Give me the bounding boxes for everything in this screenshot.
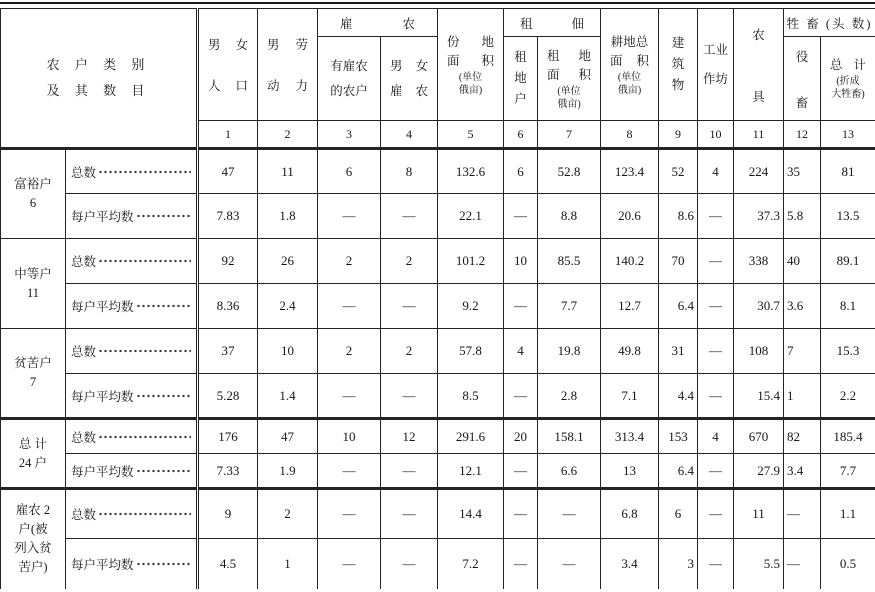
header-line: 面 积 <box>610 53 650 68</box>
value-cell: 9 <box>198 489 258 539</box>
value-cell: 158.1 <box>538 419 601 454</box>
value-cell: 52 <box>659 149 698 194</box>
col-header-total-cultivated-land <box>601 9 659 121</box>
value-cell: 6 <box>659 489 698 539</box>
value-cell: — <box>784 539 821 589</box>
col-header-allotted-land <box>438 9 504 121</box>
header-line: 份 地 <box>447 34 495 49</box>
value-cell: 140.2 <box>601 239 659 284</box>
value-cell: 4.4 <box>659 374 698 419</box>
value-cell: — <box>318 454 381 489</box>
value-cell: 8.8 <box>538 194 601 239</box>
value-cell: 19.8 <box>538 329 601 374</box>
dot-leader <box>136 304 192 308</box>
value-cell: 176 <box>198 419 258 454</box>
value-cell: 338 <box>734 239 784 284</box>
dot-leader <box>98 512 191 516</box>
column-number: 10 <box>698 121 734 149</box>
value-cell: 1.8 <box>258 194 318 239</box>
dot-leader <box>98 259 191 263</box>
header-subline: 俄亩) <box>458 84 483 96</box>
value-cell: 6.6 <box>538 454 601 489</box>
group-header-hired-farmhands <box>318 9 438 37</box>
value-cell: 153 <box>659 419 698 454</box>
value-cell: 2 <box>318 329 381 374</box>
header-line: 农 <box>752 27 765 42</box>
value-cell: 7.33 <box>198 454 258 489</box>
header-line: 男 女 <box>208 38 249 53</box>
group-header-char: 雇 <box>340 16 353 31</box>
value-cell: 4 <box>504 329 538 374</box>
value-cell: 20 <box>504 419 538 454</box>
value-cell: 35 <box>784 149 821 194</box>
value-cell: 52.8 <box>538 149 601 194</box>
column-number: 8 <box>601 121 659 149</box>
table-body <box>1 149 875 589</box>
dot-leader <box>98 435 191 439</box>
header-subline: (单位 <box>458 71 483 83</box>
row-label: 总数 <box>71 345 97 359</box>
header-line: 筑 <box>671 57 685 71</box>
value-cell: 13 <box>601 454 659 489</box>
value-cell: 12 <box>381 419 438 454</box>
header-line: 租 <box>514 50 527 64</box>
value-cell: 1 <box>258 539 318 589</box>
value-cell: 5.8 <box>784 194 821 239</box>
value-cell: 37 <box>198 329 258 374</box>
value-cell: 12.7 <box>601 284 659 329</box>
value-cell: — <box>538 489 601 539</box>
column-number: 6 <box>504 121 538 149</box>
value-cell: 9.2 <box>438 284 504 329</box>
group-header-char: 农 <box>402 16 416 31</box>
category-line: 富裕户 <box>14 177 52 191</box>
value-cell: 4 <box>698 149 734 194</box>
value-cell: 27.9 <box>734 454 784 489</box>
category-line: 雇农 2 <box>15 503 51 518</box>
value-cell: 3.4 <box>601 539 659 589</box>
col-header-buildings <box>659 9 698 121</box>
category-line: 7 <box>29 375 37 389</box>
column-number: 13 <box>821 121 875 149</box>
header-line: 工业 <box>703 42 729 57</box>
header-subline: (折成 <box>836 76 860 87</box>
col-header-tenant-households <box>504 37 538 121</box>
value-cell: 15.4 <box>734 374 784 419</box>
category-cell <box>1 419 66 489</box>
header-subline: (单位 <box>617 71 642 83</box>
col-header-leased-land-area <box>538 37 601 121</box>
group-header-char: 租 <box>520 16 533 31</box>
dot-leader <box>98 170 191 174</box>
header-line: 地 <box>514 71 527 85</box>
header-line: 有雇农 <box>330 58 368 73</box>
value-cell: 11 <box>734 489 784 539</box>
value-cell: 85.5 <box>538 239 601 284</box>
value-cell: — <box>504 194 538 239</box>
value-cell: 14.4 <box>438 489 504 539</box>
value-cell: 15.3 <box>821 329 875 374</box>
value-cell: 57.8 <box>438 329 504 374</box>
row-label: 每户平均数 <box>71 464 134 479</box>
stub-header-cell <box>1 9 198 149</box>
value-cell: 37.3 <box>734 194 784 239</box>
header-line: 作坊 <box>703 71 729 86</box>
value-cell: 2.4 <box>258 284 318 329</box>
category-line: 11 <box>26 285 40 300</box>
value-cell: — <box>381 489 438 539</box>
header-line: 人 口 <box>208 78 249 93</box>
value-cell: 7.7 <box>538 284 601 329</box>
value-cell: 13.5 <box>821 194 875 239</box>
col-header-livestock-total <box>821 37 875 121</box>
row-label-cell <box>66 489 198 539</box>
value-cell: 4 <box>698 419 734 454</box>
value-cell: — <box>504 489 538 539</box>
value-cell: 2.8 <box>538 374 601 419</box>
value-cell: 7.83 <box>198 194 258 239</box>
value-cell: 6.8 <box>601 489 659 539</box>
col-header-draft-animals <box>784 37 821 121</box>
group-header-tenancy <box>504 9 601 37</box>
value-cell: 670 <box>734 419 784 454</box>
value-cell: 92 <box>198 239 258 284</box>
category-cell <box>1 149 66 239</box>
dot-leader <box>136 394 192 398</box>
col-header-industrial-workshops <box>698 9 734 121</box>
value-cell: — <box>381 284 438 329</box>
column-number: 2 <box>258 121 318 149</box>
value-cell: 6.4 <box>659 284 698 329</box>
value-cell: — <box>504 539 538 589</box>
header-line: 建 <box>671 36 685 50</box>
value-cell: — <box>318 489 381 539</box>
category-line: 6 <box>29 196 37 210</box>
value-cell: 1.1 <box>821 489 875 539</box>
value-cell: 47 <box>258 419 318 454</box>
category-line: 列入贫 <box>14 541 52 556</box>
group-header-livestock <box>784 9 875 37</box>
value-cell: 10 <box>258 329 318 374</box>
value-cell: 8.6 <box>659 194 698 239</box>
value-cell: 7.7 <box>821 454 875 489</box>
header-line: 户 <box>514 92 527 106</box>
row-label-cell <box>66 374 198 419</box>
value-cell: 6.4 <box>659 454 698 489</box>
value-cell: 11 <box>258 149 318 194</box>
category-line: 总 计 <box>18 436 48 451</box>
value-cell: 3.6 <box>784 284 821 329</box>
col-header-farm-tools <box>734 9 784 121</box>
value-cell: — <box>698 284 734 329</box>
value-cell: 108 <box>734 329 784 374</box>
header-subline: 俄亩) <box>557 98 581 110</box>
value-cell: 4.5 <box>198 539 258 589</box>
value-cell: 30.7 <box>734 284 784 329</box>
value-cell: — <box>381 454 438 489</box>
row-label-cell <box>66 239 198 284</box>
value-cell: 89.1 <box>821 239 875 284</box>
row-label: 每户平均数 <box>71 300 134 314</box>
value-cell: — <box>504 454 538 489</box>
column-number: 1 <box>198 121 258 149</box>
value-cell: — <box>698 539 734 589</box>
row-label: 每户平均数 <box>71 389 134 404</box>
value-cell: — <box>698 329 734 374</box>
top-rule <box>0 2 875 4</box>
header-line: 雇 农 <box>390 83 429 98</box>
column-number: 3 <box>318 121 381 149</box>
col-header-male-female-farmhands <box>381 37 438 121</box>
col-header-households-with-farmhands <box>318 37 381 121</box>
value-cell: 6 <box>318 149 381 194</box>
value-cell: 8.1 <box>821 284 875 329</box>
value-cell: — <box>504 374 538 419</box>
value-cell: 26 <box>258 239 318 284</box>
header-line: 男 劳 <box>267 38 309 53</box>
row-label: 每户平均数 <box>71 557 134 572</box>
column-number: 4 <box>381 121 438 149</box>
header-line: 男 女 <box>390 58 429 73</box>
col-header-population <box>198 9 258 121</box>
value-cell: 101.2 <box>438 239 504 284</box>
value-cell: 8.36 <box>198 284 258 329</box>
value-cell: 31 <box>659 329 698 374</box>
value-cell: 81 <box>821 149 875 194</box>
table-header <box>1 9 875 149</box>
value-cell: 2.2 <box>821 374 875 419</box>
row-label-cell <box>66 329 198 374</box>
value-cell: — <box>784 489 821 539</box>
value-cell: 224 <box>734 149 784 194</box>
value-cell: — <box>318 194 381 239</box>
value-cell: — <box>698 194 734 239</box>
header-line: 畜 <box>795 95 809 110</box>
value-cell: 5.28 <box>198 374 258 419</box>
value-cell: — <box>381 374 438 419</box>
header-line: 役 <box>795 49 809 64</box>
row-label: 总数 <box>71 430 97 445</box>
category-line: 24 户 <box>18 455 48 470</box>
value-cell: 10 <box>318 419 381 454</box>
category-line: 中等户 <box>14 266 52 281</box>
value-cell: 20.6 <box>601 194 659 239</box>
value-cell: — <box>318 374 381 419</box>
value-cell: 82 <box>784 419 821 454</box>
row-label: 总数 <box>71 165 97 180</box>
category-line: 贫苦户 <box>14 356 52 370</box>
value-cell: — <box>381 539 438 589</box>
column-number: 11 <box>734 121 784 149</box>
header-line: 的农户 <box>330 83 368 98</box>
value-cell: — <box>698 374 734 419</box>
header-subline: 大牲畜) <box>831 89 865 100</box>
row-label-cell <box>66 419 198 454</box>
header-subline: 俄亩) <box>617 84 642 96</box>
row-label-cell <box>66 194 198 239</box>
stub-header-line: 及 其 数 目 <box>46 83 151 98</box>
value-cell: — <box>698 239 734 284</box>
header-line: 物 <box>671 78 685 92</box>
value-cell: 47 <box>198 149 258 194</box>
value-cell: 1.9 <box>258 454 318 489</box>
value-cell: 70 <box>659 239 698 284</box>
header-line: 租 地 <box>547 48 592 63</box>
value-cell: 6 <box>504 149 538 194</box>
value-cell: 1.4 <box>258 374 318 419</box>
group-header-char: 佃 <box>571 16 585 31</box>
group-header-label: 牲 畜 (头 数) <box>786 16 873 31</box>
value-cell: 132.6 <box>438 149 504 194</box>
row-label-cell <box>66 454 198 489</box>
value-cell: 5.5 <box>734 539 784 589</box>
value-cell: 2 <box>381 329 438 374</box>
category-cell <box>1 239 66 329</box>
header-line: 具 <box>752 89 765 104</box>
value-cell: 1 <box>784 374 821 419</box>
value-cell: — <box>318 539 381 589</box>
column-number: 7 <box>538 121 601 149</box>
header-subline: (单位 <box>557 85 581 97</box>
header-line: 面 积 <box>447 53 495 68</box>
category-cell <box>1 489 66 589</box>
dot-leader <box>136 562 192 566</box>
col-header-male-labor <box>258 9 318 121</box>
value-cell: 8.5 <box>438 374 504 419</box>
dot-leader <box>136 469 192 473</box>
household-statistics-table <box>0 8 875 589</box>
value-cell: 0.5 <box>821 539 875 589</box>
value-cell: 291.6 <box>438 419 504 454</box>
value-cell: 7 <box>784 329 821 374</box>
dot-leader <box>98 349 191 353</box>
column-number: 5 <box>438 121 504 149</box>
value-cell: 7.2 <box>438 539 504 589</box>
stub-header-line: 农 户 类 别 <box>46 57 151 72</box>
row-label: 总数 <box>71 508 97 522</box>
value-cell: — <box>318 284 381 329</box>
value-cell: — <box>698 454 734 489</box>
row-label-cell <box>66 284 198 329</box>
value-cell: 313.4 <box>601 419 659 454</box>
row-label: 总数 <box>71 255 97 269</box>
category-line: 户(被 <box>18 522 48 537</box>
header-line: 面 积 <box>547 67 592 82</box>
column-number: 12 <box>784 121 821 149</box>
value-cell: — <box>504 284 538 329</box>
value-cell: 3.4 <box>784 454 821 489</box>
value-cell: — <box>538 539 601 589</box>
category-cell <box>1 329 66 419</box>
value-cell: 8 <box>381 149 438 194</box>
header-line: 耕地总 <box>610 34 649 49</box>
value-cell: 2 <box>258 489 318 539</box>
value-cell: 40 <box>784 239 821 284</box>
row-label: 每户平均数 <box>71 210 134 224</box>
category-line: 苦户) <box>18 560 48 575</box>
row-label-cell <box>66 149 198 194</box>
value-cell: 22.1 <box>438 194 504 239</box>
dot-leader <box>136 214 192 218</box>
column-number: 9 <box>659 121 698 149</box>
value-cell: 10 <box>504 239 538 284</box>
value-cell: — <box>698 489 734 539</box>
value-cell: 12.1 <box>438 454 504 489</box>
value-cell: 123.4 <box>601 149 659 194</box>
header-line: 动 力 <box>267 78 309 93</box>
value-cell: 185.4 <box>821 419 875 454</box>
row-label-cell <box>66 539 198 589</box>
header-line: 总 计 <box>830 58 867 72</box>
value-cell: 2 <box>381 239 438 284</box>
value-cell: — <box>381 194 438 239</box>
value-cell: 7.1 <box>601 374 659 419</box>
value-cell: 3 <box>659 539 698 589</box>
value-cell: 49.8 <box>601 329 659 374</box>
value-cell: 2 <box>318 239 381 284</box>
